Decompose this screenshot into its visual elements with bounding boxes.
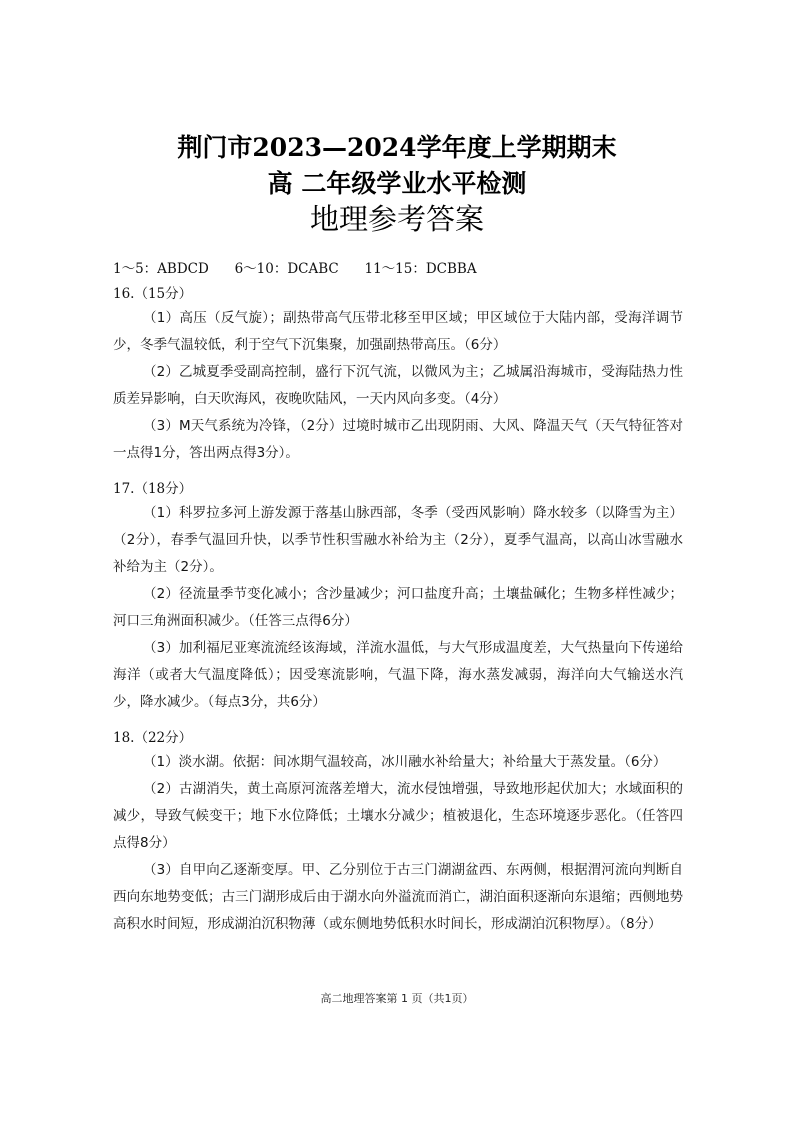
answer-title: 地理参考答案 (309, 202, 484, 236)
q17-answer-1: （1）科罗拉多河上游发源于落基山脉西部，冬季（受西风影响）降水较多（以降雪为主）（2分），春季气温回升快，以季节性积雪融水补给为主（2分），夏季气温高，以高山冰雪融水补给为主（2分）。 (113, 505, 683, 575)
q18-answer-1: （1）淡水湖。依据：间冰期气温较高，冰川融水补给量大；补给量大于蒸发量。（6分） (143, 754, 667, 770)
choice-answers: 1～5：ABDCD 6～10：DCABC 11～15：DCBBA (113, 261, 477, 277)
q17-header: 17.（18分） (113, 481, 193, 497)
q17-answer-3: （3）加利福尼亚寒流流经该海域，洋流水温低，与大气形成温度差，大气热量向下传递给海洋（或者大气温度降低）；因受寒流影响，气温下降，海水蒸发减弱，海洋向大气输送水汽少，降水减少。（每点3分，共6分） (113, 640, 683, 710)
exam-title: 荆门市2023—2024学年度上学期期末 (177, 133, 617, 162)
q16-answer-3: （3）M天气系统为冷锋，（2分）过境时城市乙出现阴雨、大风、降温天气（天气特征答对一点得1分，答出两点得3分）。 (113, 418, 683, 461)
q17-answer-2: （2）径流量季节变化减小；含沙量减少；河口盐度升高；土壤盐碱化；生物多样性减少；河口三角洲面积减少。（任答三点得6分） (113, 586, 683, 629)
q18-answer-2: （2）古湖消失，黄土高原河流落差增大，流水侵蚀增强，导致地形起伏加大；水域面积的减少，导致气候变干；地下水位降低；土壤水分减少；植被退化，生态环境逐步恶化。（任答四点得8分） (113, 781, 683, 851)
q18-answer-3: （3）自甲向乙逐渐变厚。甲、乙分别位于古三门湖湖盆西、东两侧，根据渭河流向判断自西向东地势变低；古三门湖形成后由于湖水向外溢流而消亡，湖泊面积逐渐向东退缩；西侧地势高积水时间短，形成湖泊沉积物薄（或东侧地势低积水时间长，形成湖泊沉积物厚）。（8分） (113, 862, 683, 932)
q16-answer-1: （1）高压（反气旋）；副热带高气压带北移至甲区域；甲区域位于大陆内部，受海洋调节少，冬季气温较低，利于空气下沉集聚，加强副热带高压。（6分） (113, 310, 683, 353)
page-footer: 高二地理答案第 1 页（共1页） (320, 992, 474, 1005)
q16-header: 16.（15分） (113, 286, 193, 302)
exam-subtitle: 高 二年级学业水平检测 (267, 169, 527, 198)
q16-answer-2: （2）乙城夏季受副高控制，盛行下沉气流，以微风为主；乙城属沿海城市，受海陆热力性质差异影响，白天吹海风，夜晚吹陆风，一天内风向多变。（4分） (113, 364, 683, 407)
q18-header: 18.（22分） (113, 730, 193, 746)
